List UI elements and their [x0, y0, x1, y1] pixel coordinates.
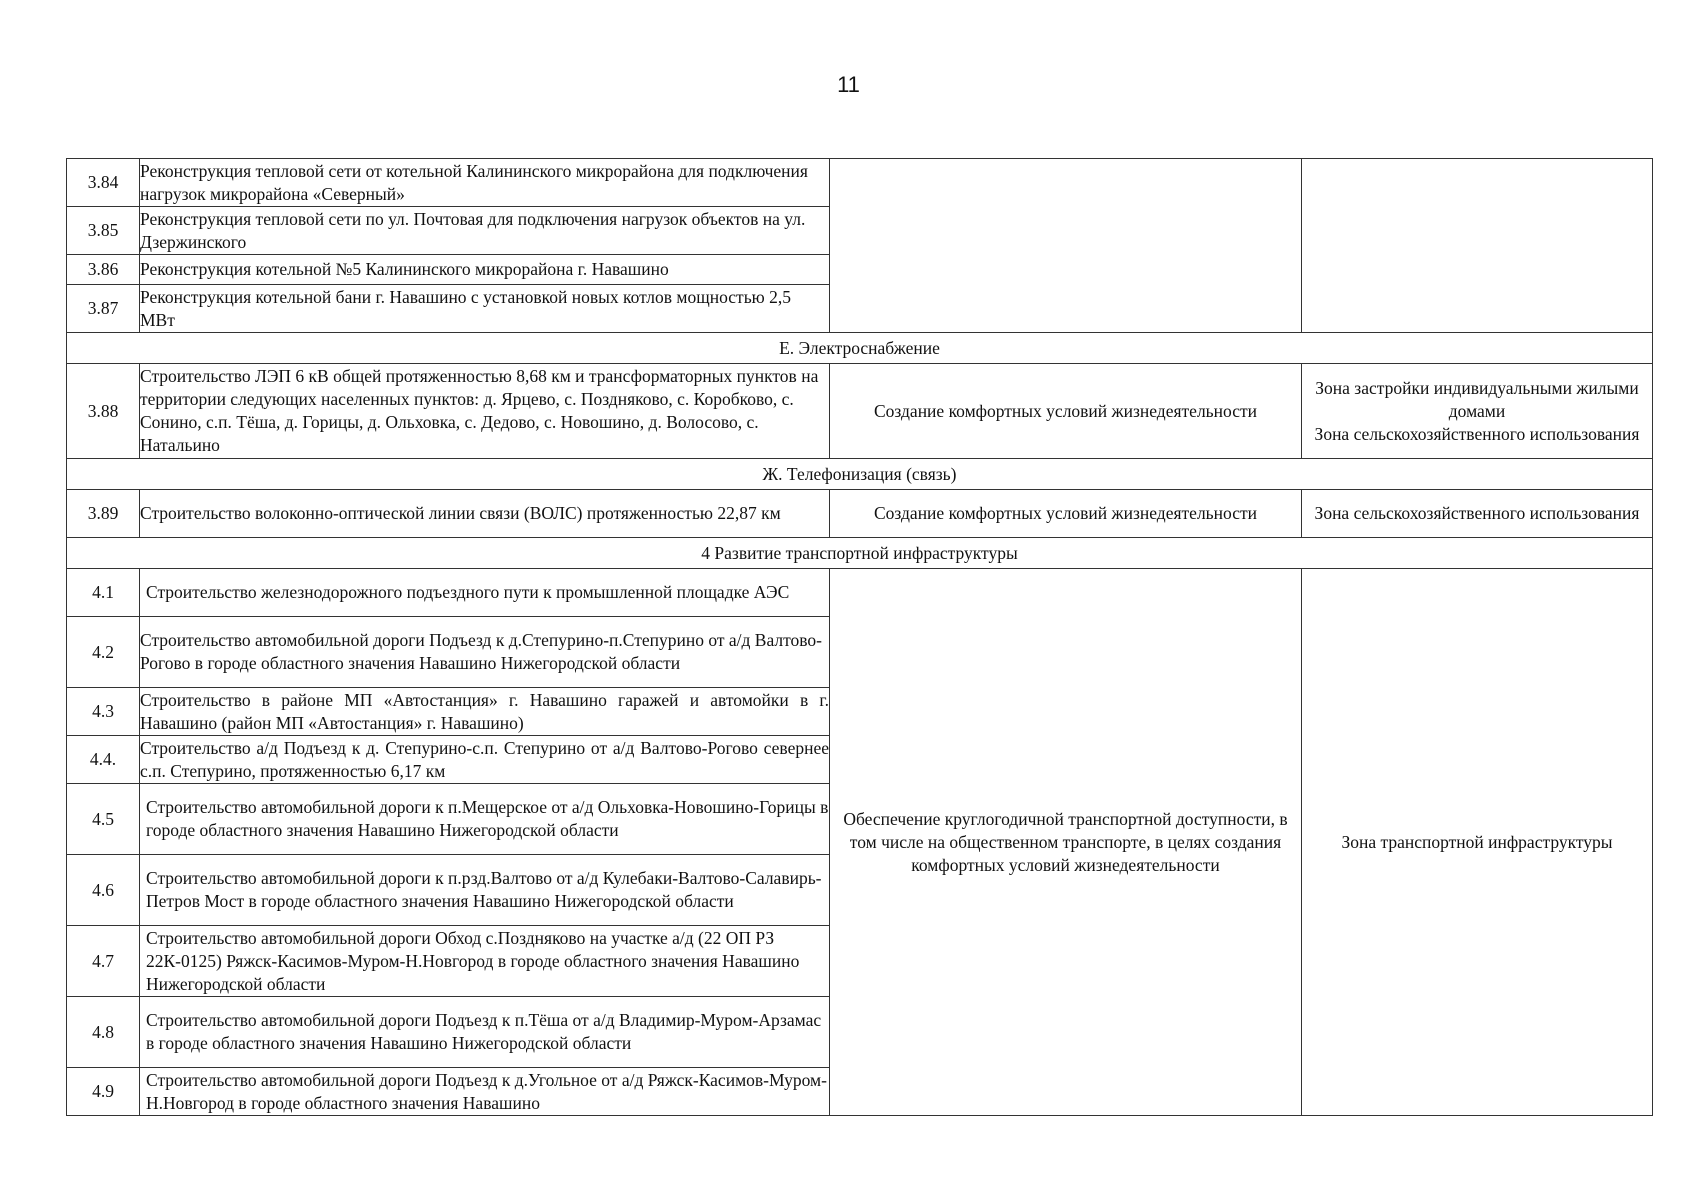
row-description: Реконструкция тепловой сети от котельной Калининского микрорайона для подключения нагрузок микрорайона «Северный» [140, 159, 830, 207]
row-number: 4.7 [67, 926, 140, 997]
row-number: 3.86 [67, 255, 140, 285]
row-number: 3.87 [67, 285, 140, 333]
row-number: 3.88 [67, 364, 140, 459]
row-number: 4.5 [67, 784, 140, 855]
row-description: Реконструкция тепловой сети по ул. Почтовая для подключения нагрузок объектов на ул. Дзержинского [140, 207, 830, 255]
table-row [67, 364, 1653, 459]
measures-table [66, 158, 1653, 1116]
table-row [67, 159, 1653, 207]
row-number: 4.3 [67, 688, 140, 736]
zone-cell-empty [1302, 159, 1653, 333]
zone-line: Зона сельскохозяйственного использования [1314, 423, 1640, 444]
section-heading: 4 Развитие транспортной инфраструктуры [67, 538, 1653, 569]
row-description: Строительство автомобильной дороги Подъезд к д.Степурино-п.Степурино от а/д Валтово-Рогово в городе областного значения Навашино Нижегородской области [140, 617, 830, 688]
row-zone [1302, 364, 1653, 459]
row-description: Реконструкция котельной №5 Калининского микрорайона г. Навашино [140, 255, 830, 285]
row-number: 4.9 [67, 1068, 140, 1116]
row-description: Строительство автомобильной дороги Подъезд к д.Угольное от а/д Ряжск-Касимов-Муром-Н.Новгород в городе областного значения Навашино [140, 1068, 830, 1116]
row-purpose: Создание комфортных условий жизнедеятельности [830, 490, 1302, 538]
transport-zone: Зона транспортной инфраструктуры [1302, 569, 1653, 1116]
row-description: Строительство в районе МП «Автостанция» г. Навашино гаражей и автомойки в г. Навашино (район МП «Автостанция» г. Навашино) [140, 688, 830, 736]
row-number: 4.6 [67, 855, 140, 926]
purpose-cell-empty [830, 159, 1302, 333]
page-number: 11 [837, 72, 860, 97]
section-heading: Е. Электроснабжение [67, 333, 1653, 364]
table-row [67, 569, 1653, 617]
row-number: 4.8 [67, 997, 140, 1068]
row-description: Строительство автомобильной дороги к п.Мещерское от а/д Ольховка-Новошино-Горицы в городе областного значения Навашино Нижегородской области [140, 784, 830, 855]
section-row [67, 538, 1653, 569]
row-number: 4.1 [67, 569, 140, 617]
row-number: 3.89 [67, 490, 140, 538]
section-row [67, 459, 1653, 490]
section-row [67, 333, 1653, 364]
row-purpose: Создание комфортных условий жизнедеятельности [830, 364, 1302, 459]
row-description: Строительство автомобильной дороги к п.рзд.Валтово от а/д Кулебаки-Валтово-Салавирь-Петров Мост в городе областного значения Навашино Нижегородской области [140, 855, 830, 926]
row-number: 4.2 [67, 617, 140, 688]
row-zone: Зона сельскохозяйственного использования [1302, 490, 1653, 538]
row-description: Реконструкция котельной бани г. Навашино с установкой новых котлов мощностью 2,5 МВт [140, 285, 830, 333]
zone-line: Зона застройки индивидуальными жилыми домами [1315, 377, 1639, 421]
row-description: Строительство а/д Подъезд к д. Степурино-с.п. Степурино от а/д Валтово-Рогово севернее с.п. Степурино, протяженностью 6,17 км [140, 736, 830, 784]
row-number: 3.85 [67, 207, 140, 255]
row-description: Строительство автомобильной дороги Обход с.Поздняково на участке а/д (22 ОП РЗ 22К-0125) Ряжск-Касимов-Муром-Н.Новгород в городе областного значения Навашино Нижегородской области [140, 926, 830, 997]
row-description: Строительство волоконно-оптической линии связи (ВОЛС) протяженностью 22,87 км [140, 490, 830, 538]
transport-purpose: Обеспечение круглогодичной транспортной доступности, в том числе на общественном транспорте, в целях создания комфортных условий жизнедеятельности [830, 569, 1302, 1116]
table-row [67, 490, 1653, 538]
row-description: Строительство ЛЭП 6 кВ общей протяженностью 8,68 км и трансформаторных пунктов на территории следующих населенных пунктов: д. Ярцево, с. Поздняково, с. Коробково, с. Сонино, с.п. Тёша, д. Горицы, д. Ольховка, с. Дедово, с. Новошино, д. Волосово, с. Натальино [140, 364, 830, 459]
row-number: 3.84 [67, 159, 140, 207]
row-description: Строительство железнодорожного подъездного пути к промышленной площадке АЭС [140, 569, 830, 617]
row-number: 4.4. [67, 736, 140, 784]
section-heading: Ж. Телефонизация (связь) [67, 459, 1653, 490]
row-description: Строительство автомобильной дороги Подъезд к п.Тёша от а/д Владимир-Муром-Арзамас в городе областного значения Навашино Нижегородской области [140, 997, 830, 1068]
